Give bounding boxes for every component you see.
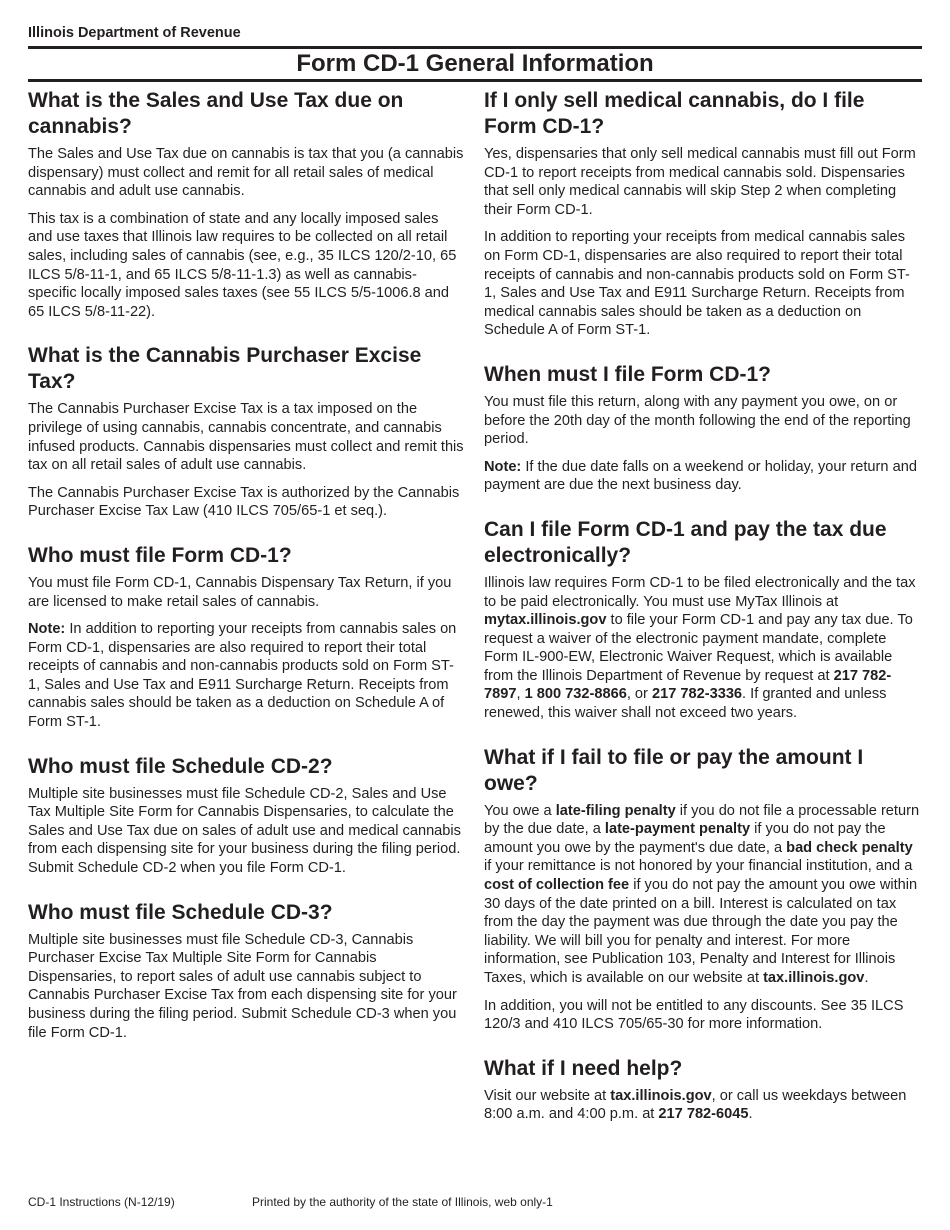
text-run: if you do not pay the amount you owe by the payment's due date, a (484, 821, 886, 856)
paragraph: This tax is a combination of state and any locally imposed sales and use taxes that Illinois law requires to be collected on all retail sales, including sales of cannabis (see, e.g., 35 ILCS 120/2-10, 65 ILCS 5/8-11-1, and 65 ILCS 5/8-11-1.3) as well as cannabis-specific locally imposed sales taxes (see 55 ILCS 5/5-1006.8 and 65 ILCS 5/8-11-22). (28, 210, 457, 320)
section-medical-cannabis (484, 88, 922, 340)
phone-number: 217 782-3336 (651, 686, 743, 703)
text-run: , or (626, 686, 652, 703)
section-heading: Who must file Form CD-1? (28, 543, 292, 567)
section-schedule-cd2 (28, 754, 464, 878)
phone-number: 217 782-6045 (658, 1106, 749, 1123)
paragraph: In addition to reporting your receipts from medical cannabis sales on Form CD-1, dispensaries are also required to report their total receipts of cannabis and non-cannabis products sold on Form ST-1, Sales and Use Tax and E911 Surcharge Return. Receipts from medical cannabis sales should be taken as a deduction on Schedule A of Form ST-1. (484, 229, 910, 339)
paragraph: Yes, dispensaries that only sell medical cannabis must fill out Form CD-1 to report receipts from medical cannabis sold. Dispensaries that sell only medical cannabis will skip Step 2 when completing their Form CD-1. (484, 146, 916, 218)
text-run: . (864, 970, 869, 986)
text-run: if you do not file a processable return by the due date, a (484, 802, 920, 838)
text-run: , or call us weekdays between 8:00 a.m. and 4:00 p.m. at (484, 1087, 907, 1123)
header-rule-bottom (28, 79, 922, 82)
paragraph (484, 574, 922, 723)
phone-number: 217 782-7897 (484, 667, 892, 703)
paragraph: The Cannabis Purchaser Excise Tax is a tax imposed on the privilege of using cannabis, cannabis concentrate, and cannabis infused products. Cannabis dispensaries must collect and remit this tax on all retail sales of adult use cannabis. (28, 401, 464, 474)
footer-form-id: CD-1 Instructions (N-12/19) (28, 1195, 175, 1209)
text-run: if your remittance is not honored by your financial institution, and a (484, 858, 913, 875)
text-run: if you do not pay the amount you owe within 30 days of the date printed on a bill. Interest is calculated on tax from the day the payment was due through the date you pay the liability. We will bill you for penalty and interest. For more information, see Publication 103, Penalty and Interest for Illinois Taxes, which is available on our website at (484, 877, 918, 986)
note-label: Note: (484, 458, 522, 475)
paragraph: You must file this return, along with any payment you owe, on or before the 20th day of the month following the end of the reporting period. (484, 393, 911, 448)
footer-authority: Printed by the authority of the state of Illinois, web only-1 (252, 1195, 553, 1209)
section-sales-use-tax (28, 88, 464, 321)
penalty-term: cost of collection fee (484, 877, 630, 894)
section-need-help (484, 1056, 922, 1124)
note-paragraph (484, 458, 922, 495)
section-fail-to-file (484, 745, 922, 1034)
section-heading: Can I file Form CD-1 and pay the tax due electronically? (484, 517, 887, 567)
section-heading: Who must file Schedule CD-3? (28, 900, 333, 924)
penalty-term: bad check penalty (786, 839, 913, 856)
section-heading: What if I fail to file or pay the amount I owe? (484, 745, 864, 795)
section-heading: What is the Sales and Use Tax due on cannabis? (28, 89, 404, 138)
section-heading: Who must file Schedule CD-2? (28, 754, 333, 778)
page-title: Form CD-1 General Information (296, 50, 654, 77)
note-paragraph (28, 620, 464, 732)
text-run: . (748, 1106, 753, 1123)
paragraph: You must file Form CD-1, Cannabis Dispensary Tax Return, if you are licensed to make retail sales of cannabis. (28, 574, 452, 610)
paragraph: The Cannabis Purchaser Excise Tax is authorized by the Cannabis Purchaser Excise Tax Law (410 ILCS 705/65-1 et seq.). (28, 484, 460, 520)
paragraph: Multiple site businesses must file Schedule CD-2, Sales and Use Tax Multiple Site Form for Cannabis Dispensaries, to calculate the Sales and Use Tax due on sales of adult use and medical cannabis from each dispensing site for your business during the filing period. Submit Schedule CD-2 when you file Form CD-1. (28, 785, 461, 877)
note-text: In addition to reporting your receipts from cannabis sales on Form CD-1, dispensaries are also required to report their total receipts of cannabis and non-cannabis products sold on Form ST-1, Sales and Use Tax and E911 Surcharge Return. Receipts from cannabis sales should be taken as a deduction on Schedule A of Form ST-1. (28, 621, 457, 731)
text-run: You owe a (484, 802, 556, 819)
section-who-must-file-cd1 (28, 543, 464, 732)
section-heading: When must I file Form CD-1? (484, 362, 772, 386)
section-schedule-cd3 (28, 900, 464, 1043)
mytax-link[interactable]: mytax.illinois.gov (484, 612, 607, 629)
right-column (484, 88, 922, 1146)
penalty-term: late-filing penalty (555, 802, 676, 819)
section-when-to-file (484, 362, 922, 495)
section-purchaser-excise-tax (28, 343, 464, 521)
text-run: Illinois law requires Form CD-1 to be filed electronically and the tax to be paid electronically. You must use MyTax Illinois at (484, 574, 916, 610)
note-label: Note: (28, 621, 66, 638)
paragraph (484, 802, 922, 988)
phone-number: 1 800 732-8866 (524, 686, 627, 703)
section-file-electronically (484, 517, 922, 723)
paragraph: In addition, you will not be entitled to any discounts. See 35 ILCS 120/3 and 410 ILCS 705/65-30 for more information. (484, 997, 904, 1033)
paragraph: Multiple site businesses must file Schedule CD-3, Cannabis Purchaser Excise Tax Multiple Site Form for Cannabis Dispensaries, to report sales of adult use cannabis subject to Cannabis Purchaser Excise Tax from each dispensing site for your business during the filing period. Submit Schedule CD-3 when you file Form CD-1. (28, 931, 457, 1041)
text-run: to file your Form CD-1 and pay any tax due. To request a waiver of the electronic payment mandate, complete Form IL-900-EW, Electronic Waiver Request, which is available from the Illinois Department of Revenue by request at (484, 612, 913, 684)
text-run: . If granted and unless renewed, this waiver shall not exceed two years. (484, 686, 887, 722)
text-run: , (516, 686, 525, 703)
left-column (28, 88, 464, 1064)
website-link[interactable]: tax.illinois.gov (763, 970, 865, 986)
section-heading: What is the Cannabis Purchaser Excise Tax? (28, 344, 422, 394)
paragraph: The Sales and Use Tax due on cannabis is tax that you (a cannabis dispensary) must collect and remit for all retail sales of medical cannabis and adult use cannabis. (28, 146, 464, 200)
section-heading: If I only sell medical cannabis, do I file Form CD-1? (484, 89, 865, 138)
penalty-term: late-payment penalty (604, 821, 751, 838)
section-heading: What if I need help? (484, 1056, 683, 1080)
agency-name: Illinois Department of Revenue (28, 25, 241, 41)
website-link[interactable]: tax.illinois.gov (610, 1087, 712, 1104)
note-text: If the due date falls on a weekend or holiday, your return and payment are due the next business day. (484, 458, 917, 494)
paragraph (484, 1087, 922, 1124)
text-run: Visit our website at (484, 1087, 611, 1104)
